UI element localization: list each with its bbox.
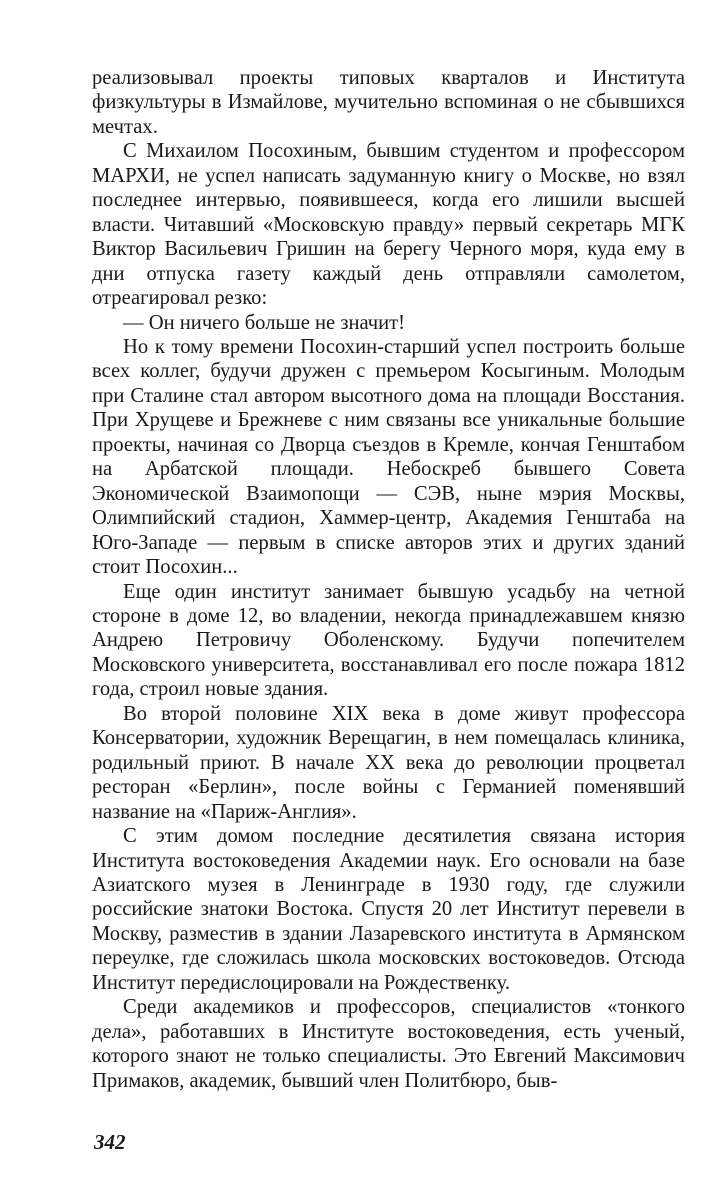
page-body bbox=[92, 66, 685, 1093]
page-number: 342 bbox=[94, 1130, 126, 1154]
paragraph-7: С этим домом последние десятилетия связана история Института востоковедения Академии наук. Его основали на базе Азиатского музея в Ленинграде в 1930 году, где служили российские знатоки Востока. Спустя 20 лет Институт перевели в Москву, разместив в здании Лазаревского института в Армянском переулке, где сложилась школа московских востоковедов. Отсюда Институт передислоцировали на Рождественку. bbox=[92, 825, 685, 994]
paragraph-5: Еще один институт занимает бывшую усадьбу на четной стороне в доме 12, во владении, некогда принадлежавшем князю Андрею Петровичу Оболенскому. Будучи попечителем Московского университета, восстанавливал его после пожара 1812 года, строил новые здания. bbox=[92, 580, 685, 701]
paragraph-2: С Михаилом Посохиным, бывшим студентом и профессором МАРХИ, не успел написать задуманную книгу о Москве, но взял последнее интервью, появившееся, когда его лишили высшей власти. Читавший «Московскую правду» первый секретарь МГК Виктор Васильевич Гришин на берегу Черного моря, куда ему в дни отпуска газету каждый день отправляли самолетом, отреагировал резко: bbox=[92, 140, 685, 310]
paragraph-3-quote: — Он ничего больше не значит! bbox=[123, 311, 406, 334]
paragraph-8: Среди академиков и профессоров, специалистов «тонкого дела», работавших в Институте востоковедения, есть ученый, которого знают не только специалисты. Это Евгений Максимович Примаков, академик, бывший член Политбюро, быв- bbox=[92, 996, 685, 1092]
paragraph-1: реализовывал проекты типовых кварталов и Института физкультуры в Измайлове, мучительно вспоминая о не сбывшихся мечтах. bbox=[92, 67, 685, 138]
paragraph-6: Во второй половине XIX века в доме живут профессора Консерватории, художник Верещагин, в нем помещалась клиника, родильный приют. В начале XX века до революции процветал ресторан «Берлин», после войны с Германией поменявший название на «Париж-Англия». bbox=[92, 702, 685, 823]
paragraph-4: Но к тому времени Посохин-старший успел построить больше всех коллег, будучи дружен с премьером Косыгиным. Молодым при Сталине стал автором высотного дома на площади Восстания. При Хрущеве и Брежневе с ним связаны все уникальные большие проекты, начиная со Дворца съездов в Кремле, кончая Генштабом на Арбатской площади. Небоскреб бывшего Совета Экономической Взаимопощи — СЭВ, ныне мэрия Москвы, Олимпийский стадион, Хаммер-центр, Академия Генштаба на Юго-Западе — первым в списке авторов этих и других зданий стоит Посохин... bbox=[92, 335, 685, 579]
